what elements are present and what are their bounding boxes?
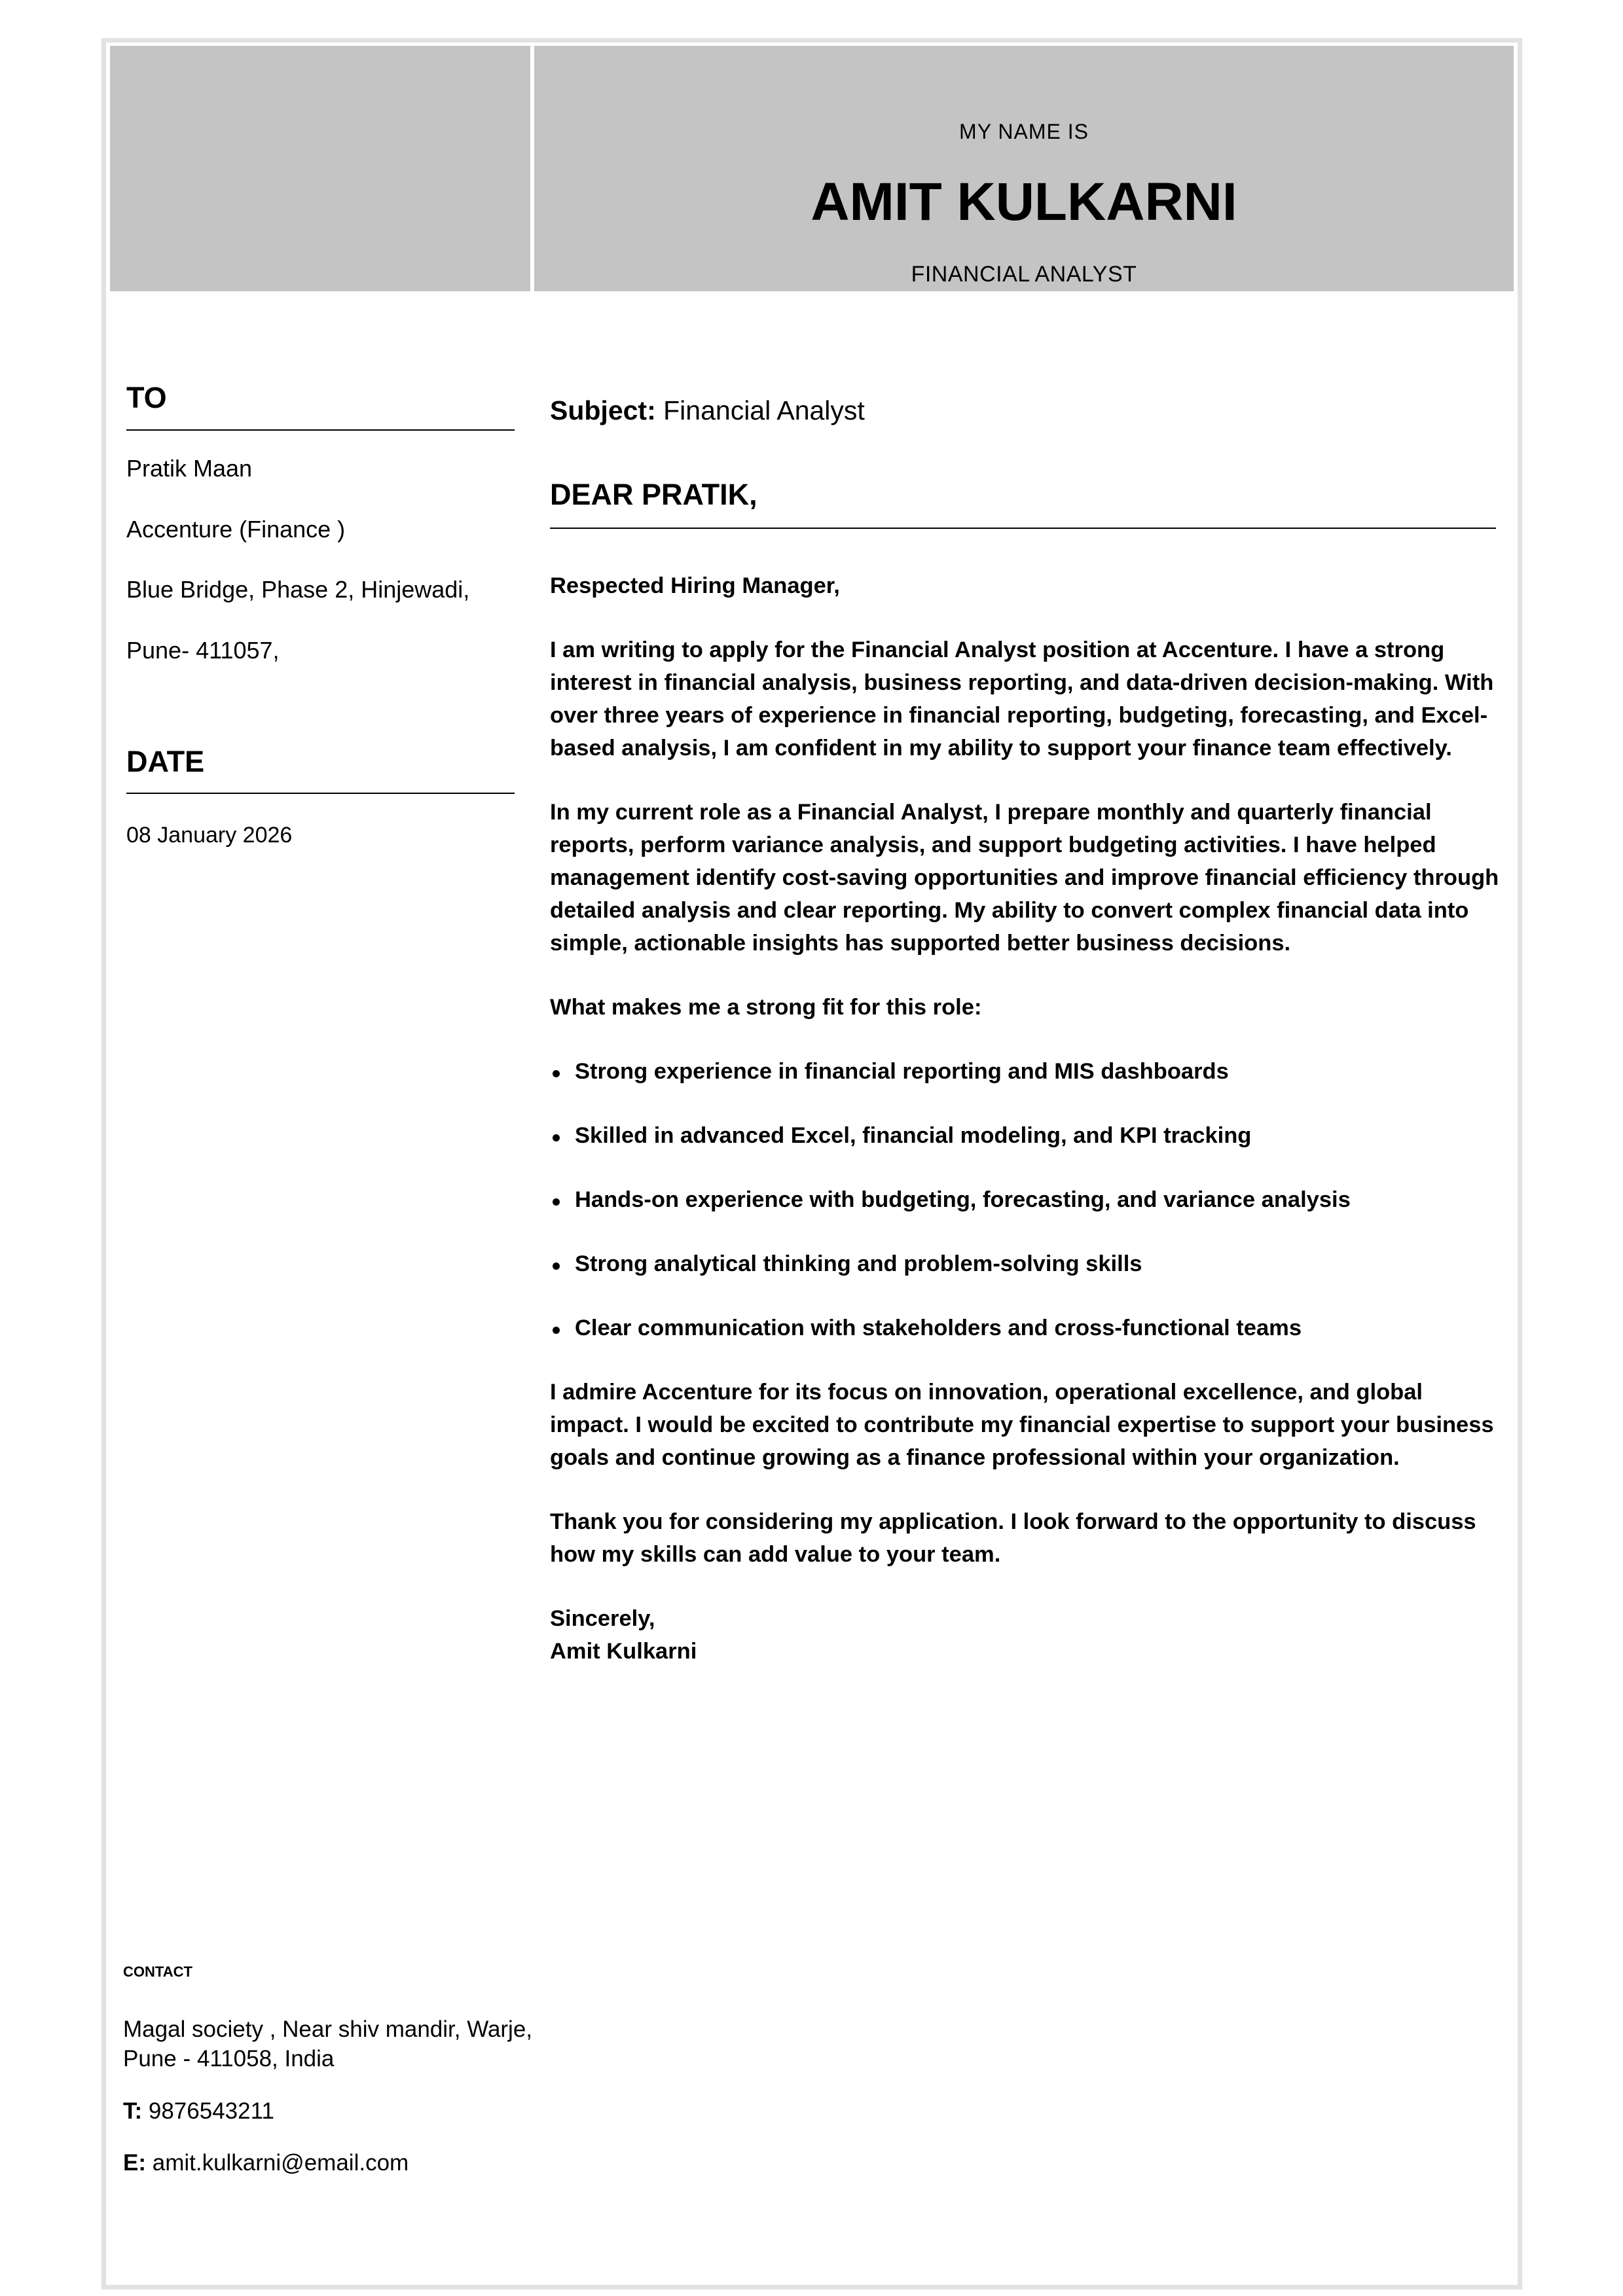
fit-point-text: Strong analytical thinking and problem-solving skills	[575, 1251, 1142, 1276]
to-heading: TO	[126, 381, 167, 414]
header-name-block	[534, 46, 1514, 291]
fit-point	[550, 1183, 1499, 1216]
paragraph-thanks: Thank you for considering my application. I look forward to the opportunity to discuss how my skills can add value to your team.	[550, 1509, 1476, 1567]
paragraph-intro: I am writing to apply for the Financial Analyst position at Accenture. I have a strong interest in financial analysis, business reporting, and data-driven decision-making. With over three years of experience in financial reporting, budgeting, forecasting, and Excel-based analysis, I am confident in my ability to support your finance team effectively.	[550, 637, 1494, 761]
signature: Amit Kulkarni	[550, 1639, 697, 1664]
bullet-icon	[553, 1070, 560, 1077]
date-heading: DATE	[126, 745, 205, 778]
subject-line	[550, 395, 1496, 426]
recipient-company: Accenture (Finance )	[126, 516, 346, 543]
fit-point	[550, 1119, 1499, 1152]
recipient-name: Pratik Maan	[126, 455, 253, 482]
subject-label: Subject:	[550, 395, 656, 425]
paragraph-experience: In my current role as a Financial Analyst, I prepare monthly and quarterly financial reports, perform variance analysis, and support budgeting activities. I have helped management identify cost-saving opportunities and improve financial efficiency through detailed analysis and clear reporting. My ability to convert complex financial data into simple, actionable insights has supported better business decisions.	[550, 800, 1499, 956]
fit-point-text: Skilled in advanced Excel, financial modeling, and KPI tracking	[575, 1123, 1252, 1148]
closing: Sincerely,	[550, 1606, 655, 1631]
applicant-title: FINANCIAL ANALYST	[911, 262, 1137, 287]
phone-label: T:	[123, 2098, 143, 2124]
greeting-divider	[550, 528, 1496, 529]
fit-point	[550, 1055, 1499, 1088]
bullet-icon	[553, 1198, 560, 1206]
fit-point-text: Strong experience in financial reporting and MIS dashboards	[575, 1059, 1229, 1084]
email-address[interactable]: amit.kulkarni@email.com	[146, 2150, 409, 2176]
contact-heading: CONTACT	[123, 1964, 192, 1980]
to-divider	[126, 429, 515, 431]
letter-body	[550, 569, 1499, 1668]
contact-address-line-1: Magal society , Near shiv mandir, Warje,	[123, 2017, 533, 2042]
date-divider	[126, 793, 515, 794]
email-label: E:	[123, 2150, 146, 2176]
recipient-address-line-2: Pune- 411057,	[126, 637, 280, 664]
header-photo-placeholder	[110, 46, 530, 291]
phone-number: 9876543211	[142, 2098, 274, 2124]
contact-phone	[123, 2096, 274, 2126]
paragraph-motivation: I admire Accenture for its focus on innovation, operational excellence, and global impact. I would be excited to contribute my financial expertise to support your business goals and continue growing as a finance professional within your organization.	[550, 1380, 1494, 1470]
applicant-name: AMIT KULKARNI	[811, 172, 1237, 232]
fit-intro: What makes me a strong fit for this role:	[550, 995, 982, 1020]
fit-point-text: Hands-on experience with budgeting, forecasting, and variance analysis	[575, 1187, 1351, 1212]
fit-point-text: Clear communication with stakeholders and cross-functional teams	[575, 1316, 1302, 1340]
bullet-icon	[553, 1327, 560, 1334]
greeting-heading: DEAR PRATIK,	[550, 478, 757, 511]
fit-point	[550, 1247, 1499, 1280]
bullet-icon	[553, 1263, 560, 1270]
fit-point	[550, 1312, 1499, 1344]
contact-address-line-2: Pune - 411058, India	[123, 2046, 335, 2072]
fit-list	[550, 1055, 1499, 1344]
salutation: Respected Hiring Manager,	[550, 573, 840, 598]
subject-value: Financial Analyst	[655, 395, 865, 425]
bullet-icon	[553, 1134, 560, 1141]
recipient-address-line-1: Blue Bridge, Phase 2, Hinjewadi,	[126, 576, 470, 603]
letter-date: 08 January 2026	[126, 823, 293, 848]
contact-email	[123, 2148, 409, 2178]
my-name-is-label: MY NAME IS	[959, 120, 1089, 143]
